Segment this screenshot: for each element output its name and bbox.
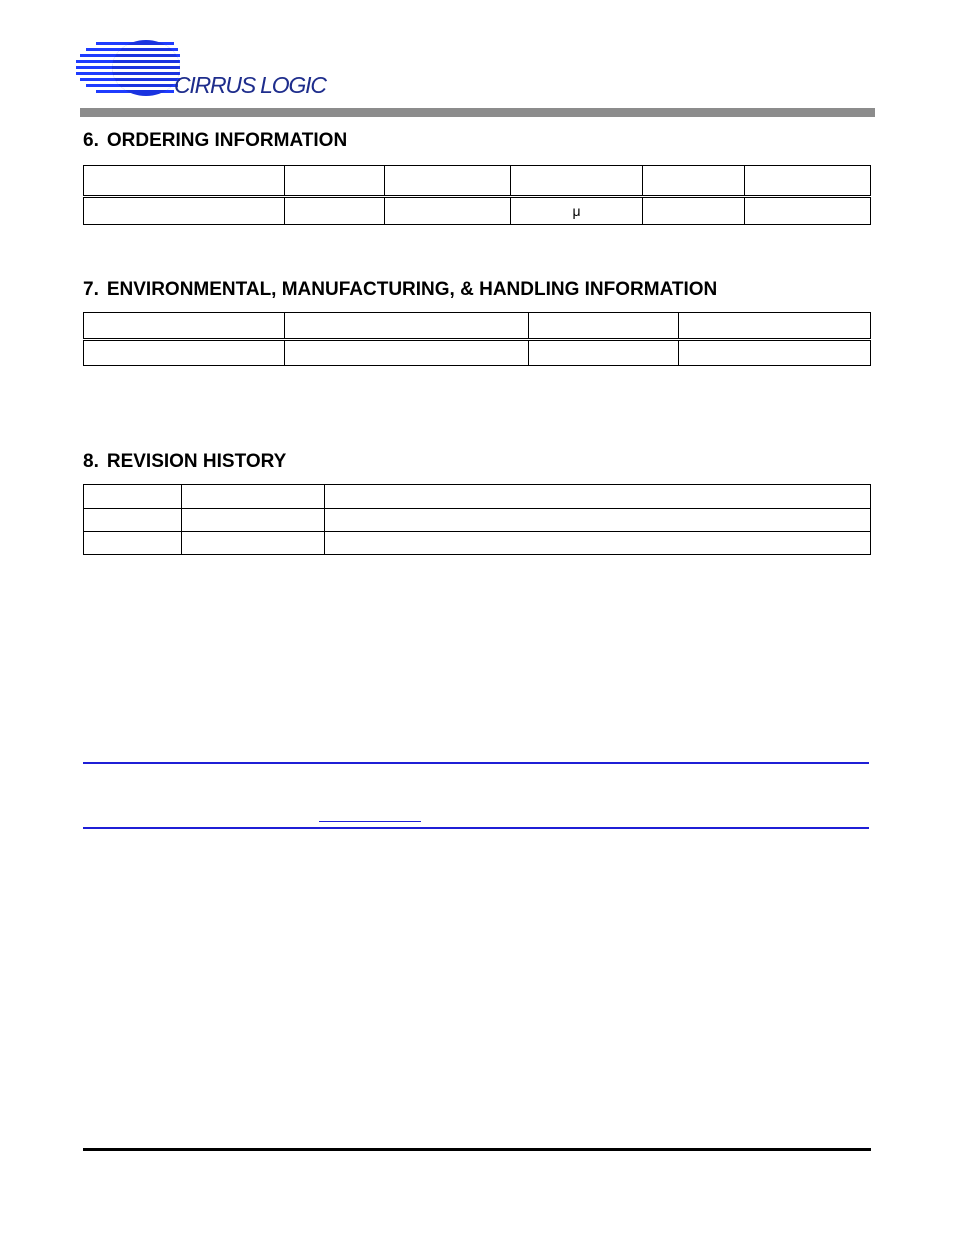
table-header-row — [84, 313, 871, 340]
table-header-cell — [285, 166, 385, 197]
table-header-cell — [385, 166, 511, 197]
ordering-table — [83, 165, 871, 225]
table-cell — [182, 509, 325, 532]
table-cell — [325, 509, 871, 532]
company-name: CIRRUS LOGIC — [174, 72, 326, 98]
table-header-cell — [643, 166, 745, 197]
table-row — [84, 509, 871, 532]
table-header-cell — [84, 166, 285, 197]
table-header-cell — [84, 313, 285, 340]
table-cell — [84, 532, 182, 555]
table-cell — [285, 197, 385, 225]
table-cell — [84, 509, 182, 532]
table-cell — [745, 197, 871, 225]
table-header-cell — [745, 166, 871, 197]
table-cell — [325, 532, 871, 555]
table-header-cell — [182, 485, 325, 509]
table-header-row — [84, 485, 871, 509]
table-header-cell — [679, 313, 871, 340]
header-bar — [80, 108, 875, 117]
table-row — [84, 197, 871, 225]
table-header-cell — [511, 166, 643, 197]
table-cell: μ — [511, 197, 643, 225]
contact-box-top-rule — [83, 762, 869, 764]
contact-box-bottom-rule — [83, 827, 869, 829]
table-cell — [182, 532, 325, 555]
table-header-cell — [529, 313, 679, 340]
section-heading-ordering: 6. ORDERING INFORMATION — [83, 130, 348, 151]
revision-table — [83, 484, 871, 555]
environmental-table — [83, 312, 871, 366]
section-heading-environmental: 7. ENVIRONMENTAL, MANUFACTURING, & HANDLING INFORMATION — [83, 279, 718, 300]
company-logo — [76, 38, 336, 102]
table-header-cell — [325, 485, 871, 509]
table-cell — [679, 340, 871, 366]
table-cell — [643, 197, 745, 225]
website-link[interactable] — [319, 821, 421, 822]
table-cell — [84, 197, 285, 225]
table-cell — [385, 197, 511, 225]
cirrus-logo-icon — [76, 38, 186, 100]
table-row — [84, 532, 871, 555]
table-cell — [84, 340, 285, 366]
section-heading-revision-history: 8. REVISION HISTORY — [83, 451, 287, 472]
table-header-cell — [285, 313, 529, 340]
table-cell — [285, 340, 529, 366]
table-row — [84, 340, 871, 366]
table-cell — [529, 340, 679, 366]
table-header-cell — [84, 485, 182, 509]
table-header-row — [84, 166, 871, 197]
footer-rule — [83, 1148, 871, 1151]
